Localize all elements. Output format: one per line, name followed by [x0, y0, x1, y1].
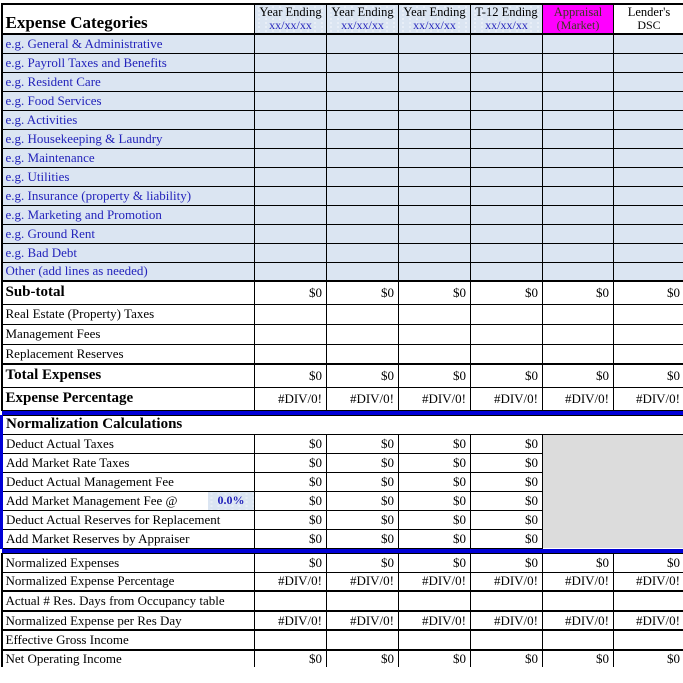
data-cell[interactable] [327, 344, 399, 364]
table-body [2, 34, 683, 667]
data-cell[interactable] [543, 224, 614, 243]
column-header-year-ending-2 [327, 4, 399, 34]
row-label: e.g. Ground Rent [2, 224, 255, 243]
data-cell[interactable]: $0 [255, 472, 327, 491]
row-e-g-food-services [2, 91, 683, 110]
data-cell[interactable] [543, 34, 614, 53]
column-header-appraisal-market [543, 4, 614, 34]
row-e-g-general-administrative [2, 34, 683, 53]
data-cell[interactable] [471, 72, 543, 91]
data-cell[interactable]: #DIV/0! [399, 387, 471, 410]
column-header-line1: Year Ending [259, 5, 322, 19]
row-label: e.g. Resident Care [2, 72, 255, 91]
data-cell[interactable]: $0 [614, 281, 683, 304]
data-cell[interactable] [255, 591, 327, 611]
row-e-g-maintenance [2, 148, 683, 167]
data-cell[interactable]: #DIV/0! [543, 387, 614, 410]
data-cell[interactable]: $0 [471, 453, 543, 472]
row-label: e.g. Utilities [2, 167, 255, 186]
data-cell[interactable] [543, 262, 614, 281]
data-cell[interactable] [327, 591, 399, 611]
data-cell[interactable] [614, 53, 683, 72]
row-label: Effective Gross Income [2, 630, 255, 650]
data-cell[interactable] [327, 72, 399, 91]
data-cell[interactable]: $0 [471, 529, 543, 548]
column-header-line1: Year Ending [403, 5, 466, 19]
data-cell[interactable] [399, 205, 471, 224]
data-cell[interactable] [399, 630, 471, 650]
data-cell[interactable] [543, 591, 614, 611]
data-cell[interactable] [399, 304, 471, 324]
column-header-line1: Year Ending [331, 5, 394, 19]
data-cell[interactable] [327, 630, 399, 650]
data-cell[interactable]: $0 [471, 472, 543, 491]
column-header-line2: xx/xx/xx [341, 18, 384, 33]
expense-table [0, 3, 683, 667]
not-applicable-gray-block [543, 434, 683, 548]
data-cell[interactable] [614, 110, 683, 129]
row-e-g-marketing-and-promotion [2, 205, 683, 224]
data-cell[interactable]: $0 [327, 650, 399, 667]
data-cell[interactable] [327, 243, 399, 262]
data-cell[interactable] [399, 72, 471, 91]
data-cell[interactable]: $0 [471, 364, 543, 387]
data-cell[interactable] [614, 167, 683, 186]
data-cell[interactable] [399, 34, 471, 53]
data-cell[interactable] [255, 91, 327, 110]
row-label: e.g. Activities [2, 110, 255, 129]
row-normalized-expenses [2, 553, 683, 572]
header-row [2, 4, 683, 34]
data-cell[interactable] [255, 630, 327, 650]
data-cell[interactable] [399, 591, 471, 611]
data-cell[interactable] [471, 630, 543, 650]
data-cell[interactable] [255, 72, 327, 91]
row-label: e.g. Housekeeping & Laundry [2, 129, 255, 148]
data-cell[interactable] [543, 205, 614, 224]
data-cell[interactable] [471, 186, 543, 205]
data-cell[interactable]: #DIV/0! [471, 572, 543, 591]
column-header-line1: Lender's [627, 5, 671, 19]
data-cell[interactable] [614, 243, 683, 262]
row-real-estate-property-taxes [2, 304, 683, 324]
data-cell[interactable]: $0 [255, 529, 327, 548]
data-cell[interactable]: $0 [327, 510, 399, 529]
data-cell[interactable] [614, 34, 683, 53]
data-cell[interactable] [614, 91, 683, 110]
column-header-year-ending-3 [399, 4, 471, 34]
data-cell[interactable]: #DIV/0! [255, 387, 327, 410]
row-label: Net Operating Income [2, 650, 255, 667]
data-cell[interactable]: #DIV/0! [543, 611, 614, 630]
data-cell[interactable] [327, 262, 399, 281]
data-cell[interactable] [399, 344, 471, 364]
data-cell[interactable]: $0 [399, 281, 471, 304]
data-cell[interactable]: $0 [543, 553, 614, 572]
header-expense-categories: Expense Categories [2, 4, 255, 34]
row-label: e.g. General & Administrative [2, 34, 255, 53]
data-cell[interactable] [327, 205, 399, 224]
data-cell[interactable] [543, 304, 614, 324]
row-label: Other (add lines as needed) [2, 262, 255, 281]
data-cell[interactable] [543, 324, 614, 344]
row-total-expenses [2, 364, 683, 387]
data-cell[interactable] [399, 186, 471, 205]
data-cell[interactable]: $0 [255, 434, 327, 453]
data-cell[interactable] [614, 591, 683, 611]
data-cell[interactable] [543, 53, 614, 72]
data-cell[interactable]: $0 [327, 453, 399, 472]
data-cell[interactable]: $0 [399, 510, 471, 529]
data-cell[interactable] [255, 53, 327, 72]
data-cell[interactable] [543, 167, 614, 186]
section-row-normalization-calculations [2, 415, 683, 434]
row-label: Normalized Expense Percentage [2, 572, 255, 591]
data-cell[interactable] [543, 243, 614, 262]
data-cell[interactable] [614, 148, 683, 167]
data-cell[interactable]: $0 [471, 553, 543, 572]
row-label: e.g. Bad Debt [2, 243, 255, 262]
data-cell[interactable]: #DIV/0! [327, 387, 399, 410]
data-cell[interactable] [471, 91, 543, 110]
data-cell[interactable] [471, 167, 543, 186]
data-cell[interactable] [399, 262, 471, 281]
data-cell[interactable] [543, 110, 614, 129]
data-cell[interactable]: $0 [327, 434, 399, 453]
data-cell[interactable] [614, 262, 683, 281]
data-cell[interactable] [255, 129, 327, 148]
row-normalized-expense-per-res-day [2, 611, 683, 630]
data-cell[interactable] [399, 167, 471, 186]
data-cell[interactable] [399, 91, 471, 110]
data-cell[interactable]: $0 [327, 364, 399, 387]
row-other-add-lines-as-needed [2, 262, 683, 281]
row-sub-total [2, 281, 683, 304]
row-label: Add Market Rate Taxes [2, 453, 255, 472]
row-label: e.g. Marketing and Promotion [2, 205, 255, 224]
data-cell[interactable]: $0 [614, 553, 683, 572]
column-header-line2: xx/xx/xx [413, 18, 456, 33]
row-label: e.g. Insurance (property & liability) [2, 186, 255, 205]
data-cell[interactable] [399, 110, 471, 129]
row-label: Normalized Expenses [2, 553, 255, 572]
data-cell[interactable] [471, 129, 543, 148]
column-header-line1: T-12 Ending [475, 5, 538, 19]
data-cell[interactable] [255, 324, 327, 344]
data-cell[interactable] [255, 243, 327, 262]
data-cell[interactable]: $0 [399, 472, 471, 491]
row-e-g-insurance-property-liability [2, 186, 683, 205]
management-fee-pct-input[interactable]: 0.0% [208, 492, 254, 510]
data-cell[interactable] [543, 630, 614, 650]
data-cell[interactable] [327, 148, 399, 167]
data-cell[interactable] [471, 224, 543, 243]
data-cell[interactable]: $0 [614, 650, 683, 667]
data-cell[interactable] [543, 72, 614, 91]
data-cell[interactable] [614, 224, 683, 243]
data-cell[interactable] [543, 186, 614, 205]
data-cell[interactable] [471, 262, 543, 281]
row-label: Add Market Reserves by Appraiser [2, 529, 255, 548]
column-header-line2: (Market) [556, 18, 600, 33]
data-cell[interactable] [255, 186, 327, 205]
data-cell[interactable] [255, 110, 327, 129]
row-e-g-resident-care [2, 72, 683, 91]
data-cell[interactable] [255, 304, 327, 324]
row-normalized-expense-percentage [2, 572, 683, 591]
data-cell[interactable]: $0 [255, 553, 327, 572]
data-cell[interactable] [255, 205, 327, 224]
row-e-g-ground-rent [2, 224, 683, 243]
data-cell[interactable]: $0 [327, 281, 399, 304]
data-cell[interactable]: $0 [255, 491, 327, 510]
data-cell[interactable]: #DIV/0! [327, 572, 399, 591]
data-cell[interactable]: #DIV/0! [255, 611, 327, 630]
data-cell[interactable]: #DIV/0! [399, 572, 471, 591]
row-e-g-bad-debt [2, 243, 683, 262]
data-cell[interactable] [614, 129, 683, 148]
column-header-line2: DSC [637, 18, 661, 33]
data-cell[interactable] [614, 205, 683, 224]
column-header-line1: Appraisal [553, 5, 603, 19]
data-cell[interactable] [614, 304, 683, 324]
data-cell[interactable]: $0 [614, 364, 683, 387]
data-cell[interactable] [614, 630, 683, 650]
data-cell[interactable]: $0 [471, 281, 543, 304]
data-cell[interactable] [471, 148, 543, 167]
data-cell[interactable] [327, 186, 399, 205]
data-cell[interactable] [399, 148, 471, 167]
data-cell[interactable] [543, 344, 614, 364]
data-cell[interactable] [327, 110, 399, 129]
data-cell[interactable] [255, 344, 327, 364]
data-cell[interactable]: #DIV/0! [614, 572, 683, 591]
data-cell[interactable] [471, 304, 543, 324]
data-cell[interactable]: $0 [255, 510, 327, 529]
data-cell[interactable] [327, 224, 399, 243]
data-cell[interactable] [399, 243, 471, 262]
column-header-t12-ending [471, 4, 543, 34]
data-cell[interactable]: $0 [543, 650, 614, 667]
data-cell[interactable] [399, 224, 471, 243]
data-cell[interactable] [471, 53, 543, 72]
data-cell[interactable]: $0 [399, 650, 471, 667]
data-cell[interactable] [614, 72, 683, 91]
data-cell[interactable] [543, 148, 614, 167]
row-e-g-activities [2, 110, 683, 129]
data-cell[interactable] [399, 129, 471, 148]
data-cell[interactable] [471, 34, 543, 53]
data-cell[interactable] [255, 148, 327, 167]
row-label: Replacement Reserves [2, 344, 255, 364]
data-cell[interactable] [255, 262, 327, 281]
data-cell[interactable]: $0 [399, 434, 471, 453]
data-cell[interactable]: #DIV/0! [543, 572, 614, 591]
row-e-g-utilities [2, 167, 683, 186]
data-cell[interactable] [543, 91, 614, 110]
data-cell[interactable]: $0 [255, 281, 327, 304]
data-cell[interactable]: #DIV/0! [471, 387, 543, 410]
row-label: Deduct Actual Reserves for Replacement [2, 510, 255, 529]
row-label: Normalized Expense per Res Day [2, 611, 255, 630]
data-cell[interactable] [471, 243, 543, 262]
data-cell[interactable]: $0 [399, 491, 471, 510]
column-header-line2: xx/xx/xx [269, 18, 312, 33]
data-cell[interactable]: #DIV/0! [614, 611, 683, 630]
data-cell[interactable] [255, 34, 327, 53]
data-cell[interactable] [327, 34, 399, 53]
data-cell[interactable] [327, 91, 399, 110]
data-cell[interactable]: $0 [327, 472, 399, 491]
row-deduct-actual-taxes [2, 434, 683, 453]
row-effective-gross-income [2, 630, 683, 650]
row-e-g-payroll-taxes-and-benefits [2, 53, 683, 72]
data-cell[interactable] [471, 591, 543, 611]
row-actual-res-days-from-occupancy-table [2, 591, 683, 611]
row-expense-percentage [2, 387, 683, 410]
row-label: Actual # Res. Days from Occupancy table [2, 591, 255, 611]
data-cell[interactable] [327, 324, 399, 344]
data-cell[interactable] [543, 129, 614, 148]
data-cell[interactable] [255, 224, 327, 243]
data-cell[interactable]: $0 [255, 453, 327, 472]
data-cell[interactable] [327, 167, 399, 186]
row-label: Deduct Actual Taxes [2, 434, 255, 453]
data-cell[interactable] [255, 167, 327, 186]
data-cell[interactable] [471, 344, 543, 364]
column-header-line2: xx/xx/xx [485, 18, 528, 33]
data-cell[interactable] [399, 324, 471, 344]
data-cell[interactable]: $0 [255, 364, 327, 387]
row-label-text: Add Market Management Fee @ [6, 492, 178, 508]
data-cell[interactable]: $0 [543, 364, 614, 387]
data-cell[interactable]: $0 [543, 281, 614, 304]
row-replacement-reserves [2, 344, 683, 364]
data-cell[interactable]: $0 [471, 491, 543, 510]
data-cell[interactable]: #DIV/0! [471, 611, 543, 630]
data-cell[interactable]: $0 [399, 529, 471, 548]
data-cell[interactable]: $0 [327, 553, 399, 572]
data-cell[interactable] [327, 304, 399, 324]
row-label: Real Estate (Property) Taxes [2, 304, 255, 324]
row-label: e.g. Maintenance [2, 148, 255, 167]
data-cell[interactable]: #DIV/0! [614, 387, 683, 410]
data-cell[interactable]: #DIV/0! [255, 572, 327, 591]
row-label: Deduct Actual Management Fee [2, 472, 255, 491]
data-cell[interactable]: $0 [471, 434, 543, 453]
data-cell[interactable]: #DIV/0! [399, 611, 471, 630]
data-cell[interactable] [471, 324, 543, 344]
data-cell[interactable]: $0 [327, 529, 399, 548]
row-e-g-housekeeping-laundry [2, 129, 683, 148]
data-cell[interactable]: $0 [255, 650, 327, 667]
section-title: Normalization Calculations [2, 415, 683, 434]
data-cell[interactable]: $0 [399, 553, 471, 572]
row-management-fees [2, 324, 683, 344]
row-label: Total Expenses [2, 364, 255, 387]
data-cell[interactable]: $0 [399, 453, 471, 472]
data-cell[interactable] [399, 53, 471, 72]
data-cell[interactable]: $0 [471, 650, 543, 667]
data-cell[interactable] [471, 110, 543, 129]
row-label: e.g. Food Services [2, 91, 255, 110]
row-label: Expense Percentage [2, 387, 255, 410]
data-cell[interactable] [327, 53, 399, 72]
column-header-year-ending-1 [255, 4, 327, 34]
row-label: Management Fees [2, 324, 255, 344]
data-cell[interactable] [327, 129, 399, 148]
row-label: e.g. Payroll Taxes and Benefits [2, 53, 255, 72]
row-label [2, 491, 255, 510]
data-cell[interactable]: $0 [399, 364, 471, 387]
data-cell[interactable] [614, 186, 683, 205]
data-cell[interactable] [614, 344, 683, 364]
data-cell[interactable] [471, 205, 543, 224]
column-header-lenders-dsc [614, 4, 683, 34]
data-cell[interactable]: $0 [471, 510, 543, 529]
data-cell[interactable] [614, 324, 683, 344]
row-label: Sub-total [2, 281, 255, 304]
row-net-operating-income [2, 650, 683, 667]
data-cell[interactable]: #DIV/0! [327, 611, 399, 630]
data-cell[interactable]: $0 [327, 491, 399, 510]
